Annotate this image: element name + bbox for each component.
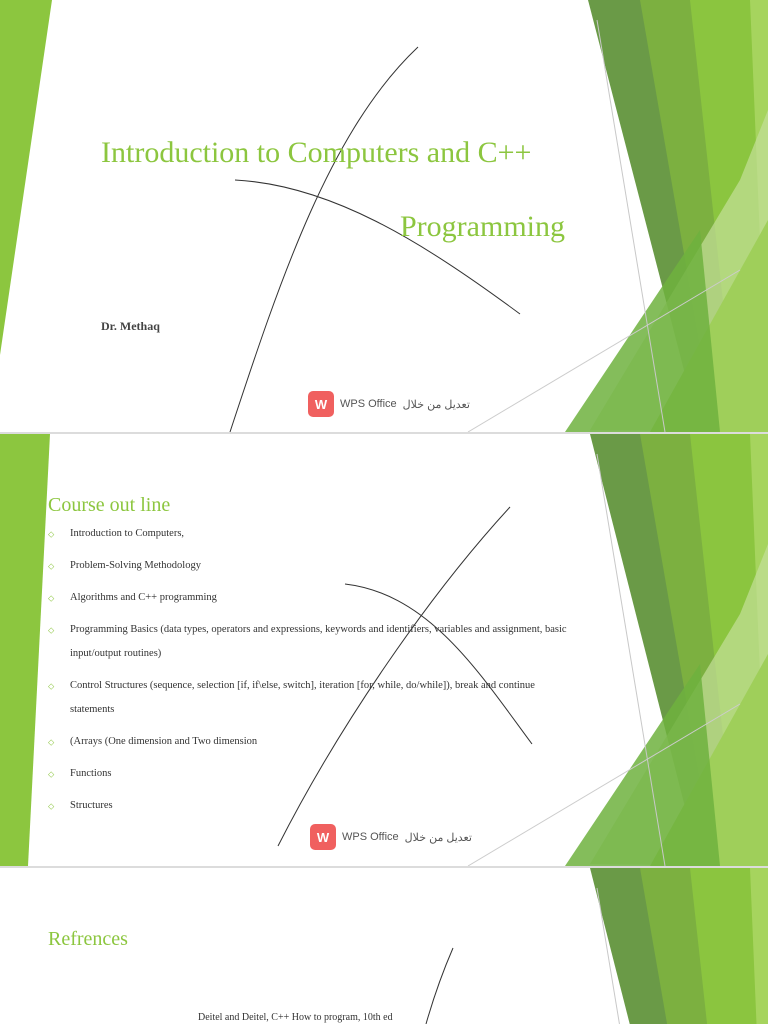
course-outline-heading: Course out line [48, 494, 171, 516]
list-item-text: Structures [70, 800, 113, 811]
bullet-icon: ⬦ [48, 626, 55, 636]
list-item-text: Control Structures (sequence, selection [if, if\else, switch], iteration [for, while, do/while]), break and continue statements [70, 680, 535, 715]
bullet-icon: ⬦ [48, 770, 55, 780]
list-item [48, 674, 568, 722]
slide-3 [0, 868, 768, 1024]
list-item [48, 730, 568, 754]
wps-watermark [308, 391, 470, 417]
bullet-icon: ⬦ [48, 802, 55, 812]
wps-watermark [310, 824, 472, 850]
list-item [48, 762, 568, 786]
list-item [48, 586, 568, 610]
bullet-icon: ⬦ [48, 562, 55, 572]
wps-arabic-text: تعديل من خلال [404, 831, 472, 844]
wps-brand: WPS Office [342, 831, 399, 843]
slide-title-line-2: Programming [400, 210, 565, 243]
bullet-icon: ⬦ [48, 682, 55, 692]
list-item [48, 522, 568, 546]
list-item-text: Problem-Solving Methodology [70, 560, 201, 571]
wps-brand: WPS Office [340, 398, 397, 410]
list-item-text: Functions [70, 768, 112, 779]
bullet-icon: ⬦ [48, 594, 55, 604]
bullet-icon: ⬦ [48, 530, 55, 540]
slide-title-line-1: Introduction to Computers and C++ [101, 136, 532, 169]
wps-logo-icon: W [308, 391, 334, 417]
list-item-text: Algorithms and C++ programming [70, 592, 217, 603]
slide-decoration [0, 0, 768, 432]
list-item-text: (Arrays (One dimension and Two dimension [70, 736, 258, 747]
slide-1 [0, 0, 768, 432]
bullet-icon: ⬦ [48, 738, 55, 748]
slide-2 [0, 434, 768, 866]
references-heading: Refrences [48, 928, 128, 950]
list-item-text: Introduction to Computers, [70, 528, 185, 539]
list-item [48, 554, 568, 578]
list-item [48, 794, 568, 818]
list-item-text: Programming Basics (data types, operators and expressions, keywords and identifiers, variables and assignment, basic input/output routines) [70, 624, 567, 659]
course-outline-list [48, 522, 568, 818]
wps-arabic-text: تعديل من خلال [402, 398, 470, 411]
author-name: Dr. Methaq [101, 319, 160, 333]
list-item [48, 618, 568, 666]
wps-logo-icon: W [310, 824, 336, 850]
reference-item: Deitel and Deitel, C++ How to program, 10th ed [198, 1012, 393, 1023]
